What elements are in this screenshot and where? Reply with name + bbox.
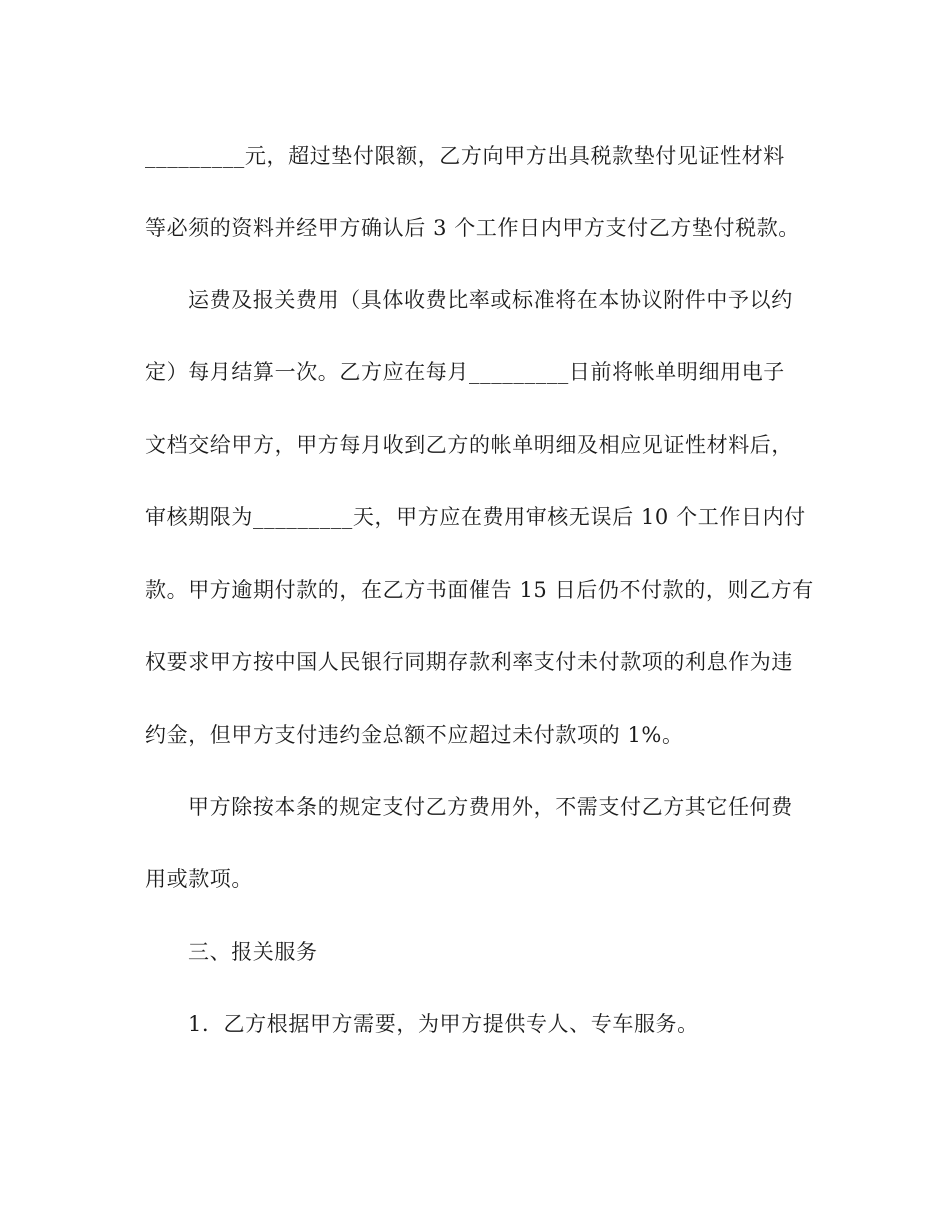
paragraph-line-9: 约金，但甲方支付违约金总额不应超过未付款项的 1%。 — [145, 723, 684, 747]
paragraph-line-10: 甲方除按本条的规定支付乙方费用外，不需支付乙方其它任何费 — [188, 795, 793, 819]
paragraph-line-1: _________元，超过垫付限额，乙方向甲方出具税款垫付见证性材料 — [145, 144, 785, 168]
paragraph-line-11: 用或款项。 — [145, 867, 253, 891]
paragraph-line-4: 定）每月结算一次。乙方应在每月_________日前将帐单明细用电子 — [145, 360, 785, 384]
paragraph-line-6: 审核期限为_________天，甲方应在费用审核无误后 10 个工作日内付 — [145, 505, 806, 529]
paragraph-line-2: 等必须的资料并经甲方确认后 3 个工作日内甲方支付乙方垫付税款。 — [145, 216, 800, 240]
paragraph-line-3: 运费及报关费用（具体收费比率或标准将在本协议附件中予以约 — [188, 288, 793, 312]
section-heading: 三、报关服务 — [188, 940, 318, 964]
paragraph-line-8: 权要求甲方按中国人民银行同期存款利率支付未付款项的利息作为违 — [145, 650, 793, 674]
paragraph-line-5: 文档交给甲方，甲方每月收到乙方的帐单明细及相应见证性材料后， — [145, 433, 793, 457]
paragraph-line-7: 款。甲方逾期付款的，在乙方书面催告 15 日后仍不付款的，则乙方有 — [145, 578, 814, 602]
list-item-1: 1．乙方根据甲方需要，为甲方提供专人、专车服务。 — [188, 1012, 699, 1036]
